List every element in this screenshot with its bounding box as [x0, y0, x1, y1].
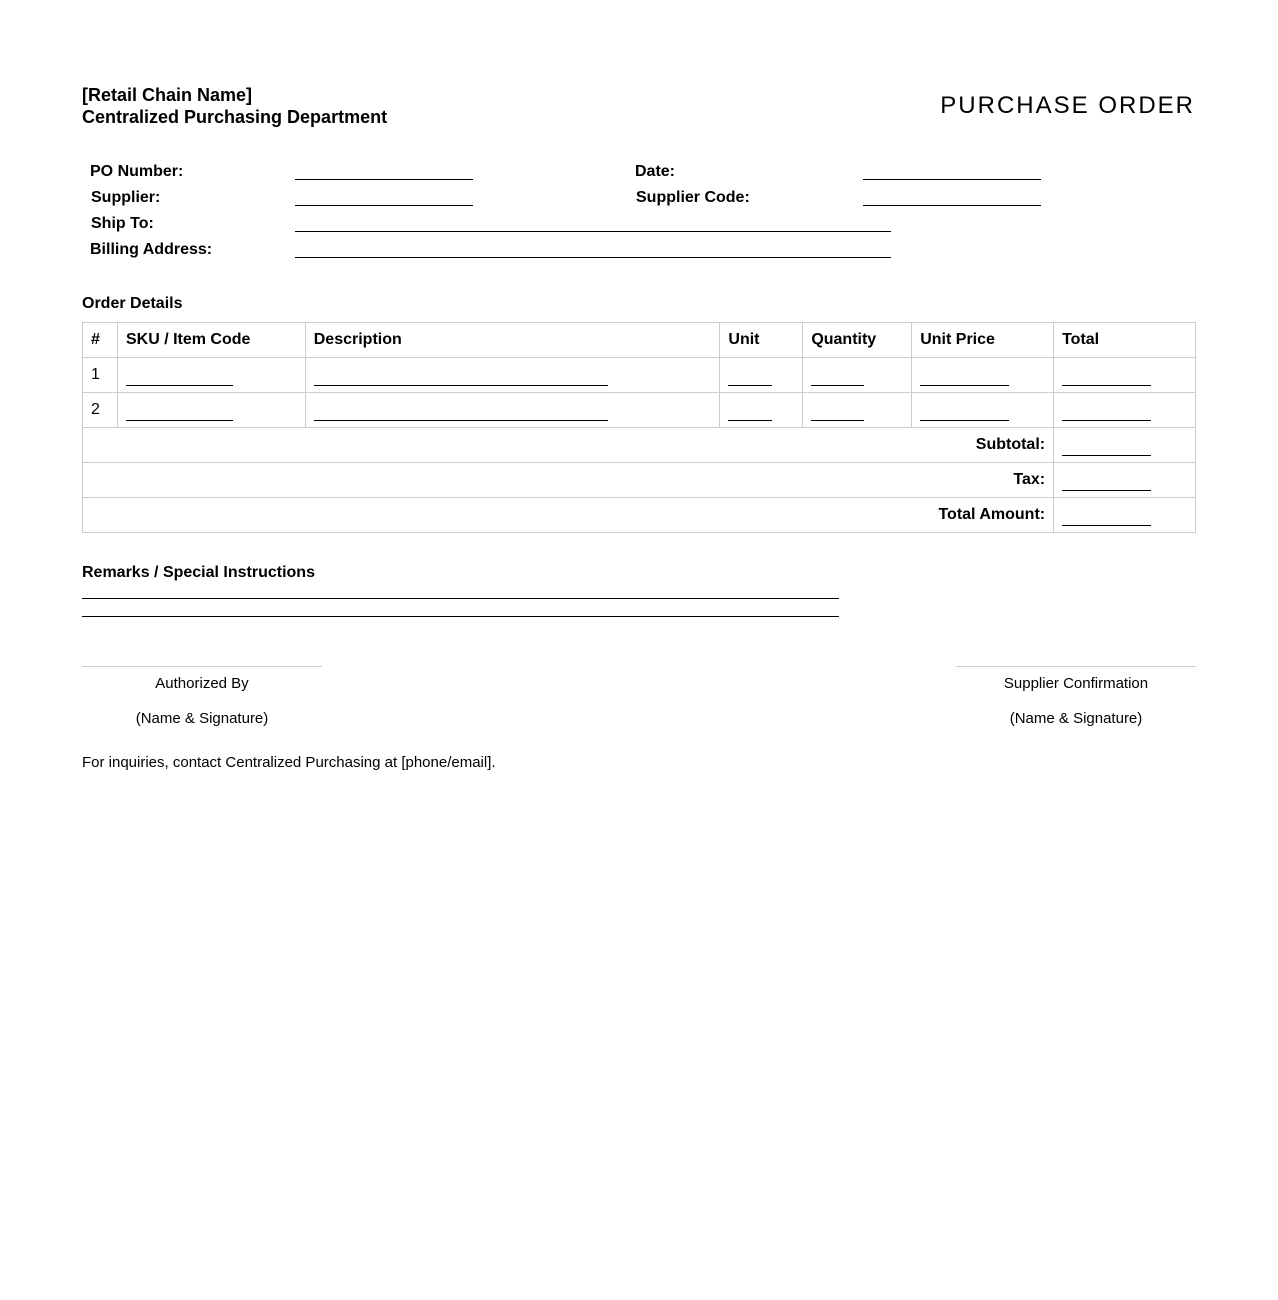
ship-to-field[interactable]	[295, 231, 891, 232]
company-header	[82, 84, 387, 128]
billing-address-field[interactable]	[295, 257, 891, 258]
total-amount-blank[interactable]	[1062, 511, 1151, 526]
supplier-signature-line[interactable]	[956, 666, 1196, 667]
subtotal-row	[83, 428, 1196, 463]
total-cell[interactable]	[1054, 393, 1196, 428]
unit-cell[interactable]	[720, 358, 803, 393]
subtotal-cell[interactable]	[1054, 428, 1196, 463]
sku-cell[interactable]	[117, 358, 305, 393]
supplier-confirmation-label: Supplier Confirmation	[1003, 675, 1149, 692]
date-label: Date:	[635, 163, 676, 180]
supplier-signature-block	[956, 666, 1196, 727]
department-name: Centralized Purchasing Department	[82, 107, 388, 127]
document-title: PURCHASE ORDER	[940, 92, 1195, 119]
total-amount-label: Total Amount:	[83, 498, 1054, 533]
supplier-field[interactable]	[295, 205, 473, 206]
unit-price-cell[interactable]	[912, 393, 1054, 428]
table-row	[83, 393, 1196, 428]
quantity-cell[interactable]	[803, 393, 912, 428]
quantity-blank[interactable]	[811, 371, 864, 386]
supplier-code-field[interactable]	[863, 205, 1041, 206]
table-row	[83, 358, 1196, 393]
quantity-blank[interactable]	[811, 406, 864, 421]
total-blank[interactable]	[1062, 406, 1151, 421]
billing-address-label: Billing Address:	[90, 241, 213, 258]
company-name: [Retail Chain Name]	[82, 85, 253, 105]
col-header-sku: SKU / Item Code	[117, 323, 305, 358]
subtotal-label: Subtotal:	[83, 428, 1054, 463]
inquiry-footer: For inquiries, contact Centralized Purchasing at [phone/email].	[82, 754, 496, 771]
po-number-label: PO Number:	[90, 163, 184, 180]
authorized-name-signature-label: (Name & Signature)	[135, 710, 269, 727]
col-header-unit-price: Unit Price	[912, 323, 1054, 358]
col-header-unit: Unit	[720, 323, 803, 358]
supplier-name-signature-label: (Name & Signature)	[1009, 710, 1143, 727]
table-header-row	[83, 323, 1196, 358]
total-blank[interactable]	[1062, 371, 1151, 386]
description-blank[interactable]	[314, 371, 608, 386]
order-table	[82, 322, 1196, 533]
remarks-line-2[interactable]	[82, 616, 839, 617]
subtotal-blank[interactable]	[1062, 441, 1151, 456]
po-number-field[interactable]	[295, 179, 473, 180]
total-cell[interactable]	[1054, 358, 1196, 393]
order-details-title: Order Details	[82, 295, 183, 312]
sku-cell[interactable]	[117, 393, 305, 428]
remarks-line-1[interactable]	[82, 598, 839, 599]
ship-to-label: Ship To:	[91, 215, 154, 232]
quantity-cell[interactable]	[803, 358, 912, 393]
unit-price-blank[interactable]	[920, 406, 1009, 421]
tax-blank[interactable]	[1062, 476, 1151, 491]
unit-blank[interactable]	[728, 371, 772, 386]
row-number: 2	[83, 393, 118, 428]
unit-cell[interactable]	[720, 393, 803, 428]
supplier-label: Supplier:	[91, 189, 161, 206]
sku-blank[interactable]	[126, 371, 233, 386]
description-cell[interactable]	[305, 393, 720, 428]
col-header-quantity: Quantity	[803, 323, 912, 358]
col-header-num: #	[83, 323, 118, 358]
authorized-by-label: Authorized By	[155, 675, 249, 692]
tax-label: Tax:	[83, 463, 1054, 498]
col-header-total: Total	[1054, 323, 1196, 358]
remarks-title: Remarks / Special Instructions	[82, 564, 315, 581]
unit-blank[interactable]	[728, 406, 772, 421]
row-number: 1	[83, 358, 118, 393]
sku-blank[interactable]	[126, 406, 233, 421]
authorized-signature-block	[82, 666, 322, 727]
total-amount-row	[83, 498, 1196, 533]
authorized-signature-line[interactable]	[82, 666, 322, 667]
description-cell[interactable]	[305, 358, 720, 393]
supplier-code-label: Supplier Code:	[636, 189, 750, 206]
total-amount-cell[interactable]	[1054, 498, 1196, 533]
description-blank[interactable]	[314, 406, 608, 421]
unit-price-cell[interactable]	[912, 358, 1054, 393]
tax-cell[interactable]	[1054, 463, 1196, 498]
date-field[interactable]	[863, 179, 1041, 180]
unit-price-blank[interactable]	[920, 371, 1009, 386]
col-header-description: Description	[305, 323, 720, 358]
tax-row	[83, 463, 1196, 498]
